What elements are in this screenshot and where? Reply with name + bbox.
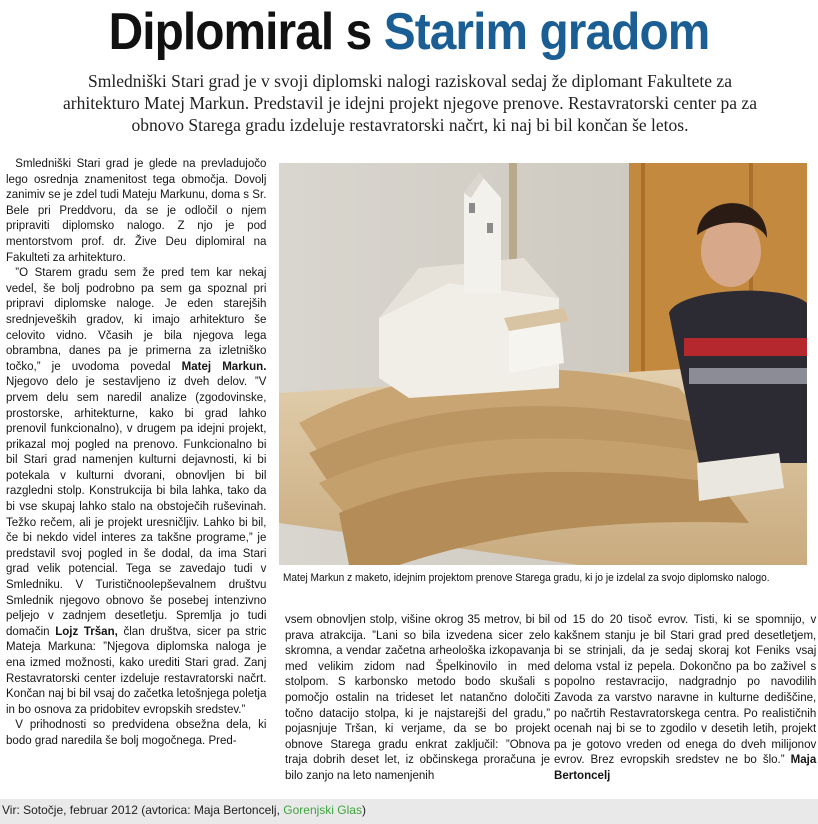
source-link[interactable]: Gorenjski Glas [283, 803, 362, 817]
person-name: Matej Markun. [181, 358, 267, 373]
author-name: Maja Bertoncelj [554, 752, 817, 782]
person-name: Lojz Tršan, [55, 623, 118, 638]
headline-part2: Starim gradom [383, 3, 710, 61]
col1-paragraph-3: V prihodnosti so predvidena obsežna dela, ki bodo grad naredila še bolj mogočnega. Pred- [6, 717, 267, 747]
source-footer: Vir: Sotočje, februar 2012 (avtorica: Maja Bertoncelj, Gorenjski Glas) [0, 799, 818, 824]
headline [33, 4, 786, 60]
article-photo [279, 163, 807, 565]
col1-paragraph-1: Smledniški Stari grad je glede na prevladujočo lego osrednja znamenitost tega območja. Dovolj zanimiv se je zdel tudi Mateju Markunu, doma s Sr. Bele pri Preddvoru, da se je odločil o njem pripraviti diplomsko nalogo. Z njo je pod mentorstvom prof. dr. Žive Deu diplomiral na Fakulteti za arhitekturo. [6, 156, 267, 264]
col2-paragraph: vsem obnovljen stolp, višine okrog 35 metrov, bi bil prava atrakcija. ”Lani so bila izvedena sicer zelo skromna, a vendar začetna arheološka izkopavanja med velikim zidom nad Špelkinovilo in med stolpom. S karbonsko metodo bodo skušali s pomočjo ostalin na trideset let natančno določiti točno datacijo stolpa, ki je najstarejši del gradu,” pojasnjuje Tršan, ki verjame, da se bo projekt obnove Starega gradu enkrat zaključil: ”Obnova traja dobrih deset let, iz občinskega proračuna je bilo zanjo na leto namenjenih [285, 612, 551, 782]
col3-paragraph: od 15 do 20 tisoč evrov. Tisti, ki se spomnijo, v kakšnem stanju je bil Stari grad pred desetletjem, bi se strinjali, da je sedaj skoraj kot Feniks vsaj deloma vstal iz pepela. Dokončno pa bo zaživel s popolno restavracijo, nadgradnjo po navodilih Zavoda za varstvo naravne in kulturne dediščine, po načrtih Restavratorskega centra. Po realističnih ocenah naj bi se to zgodilo v desetih letih, projekt pa je gotovo vreden od enega do dveh milijonov evrov. Brez evropskih sredstev ne bo šlo.” Maja Bertoncelj [554, 612, 817, 782]
lead-paragraph: Smledniški Stari grad je v svoji diplomski nalogi raziskoval sedaj že diplomant Fakultete za arhitekturo Matej Markun. Predstavil je idejni projekt njegove prenove. Restavratorski center pa za obnovo Starega gradu izdeluje restavratorski načrt, ki naj bi bil končan še letos. [63, 71, 757, 135]
article-column-1 [6, 156, 266, 749]
photo-caption: Matej Markun z maketo, idejnim projektom prenove Starega gradu, ki jo je izdelal za svojo diplomsko nalogo. [283, 572, 770, 584]
col1-paragraph-2: ”O Starem gradu sem že pred tem kar nekaj vedel, še bolj podrobno pa sem ga spoznal pri pripravi diplomske naloge. Je eden starejših srednjeveških gradov, ki imajo arhitekturo še celovito vidno. Včasih je bila njegova lega obrambna, danes pa je primerna za izletniško točko,” je uvodoma povedal Matej Markun. Njegovo delo je sestavljeno iz dveh delov. ”V prvem delu sem naredil analize (zgodovinske, prostorske, arhitekturne, kako bi grad lahko prenovil funkcionalno), v drugem pa idejni projekt, prikazal moj pogled na prenovo. Funkcionalno bi bil Stari grad namenjen kulturni dejavnosti, ki bi potekala v kulturni dvorani, obnovljen bi bil razgledni stolp. Konstrukcija bi bila lahka, tako da bi vse skupaj lahko stalo na obstoječih ruševinah. Težko rečem, ali je projekt uresničljiv. Lahko bi bil, če bi nekdo videl interes za takšne programe,” je predstavil svoj pogled in še dodal, da ima Stari grad velik potencial. Tega se zavedajo tudi v Smledniku. V Turističnoolepševalnem društvu Smlednik njegovo obnovo še posebej intenzivno peljejo v zadnjem desetletju. Spremlja jo tudi domačin Lojz Tršan, član društva, sicer pa stric Mateja Markuna: ”Njegova diplomska naloga je ena izmed možnosti, kako urediti Stari grad. Zanj Restavratorski center izdeluje restavratorski načrt. Končan naj bi bil vsaj do začetka letošnjega poletja in bo osnova za pridobitev evropskih sredstev.” [6, 265, 267, 716]
article-column-2 [285, 612, 550, 784]
headline-part1: Diplomiral s [108, 3, 372, 61]
article-column-3 [554, 612, 816, 784]
source-text: Vir: Sotočje, februar 2012 (avtorica: Maja Bertoncelj, [2, 803, 280, 817]
